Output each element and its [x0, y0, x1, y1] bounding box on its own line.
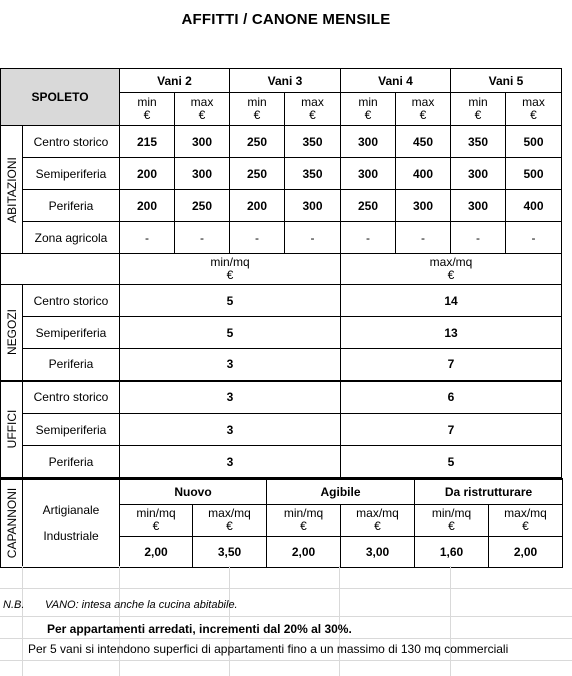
table-row: [1, 190, 562, 222]
vani-header: Vani 2: [120, 69, 230, 93]
vani5-note: Per 5 vani si intendono superfici di appartamenti fino a un massimo di 130 mq commerciali: [28, 642, 509, 656]
table-row: [1, 414, 562, 446]
vani-header: Vani 4: [341, 69, 451, 93]
value-cell: -: [451, 222, 506, 254]
zone-label: Semiperiferia: [23, 317, 120, 349]
value-cell: 450: [396, 126, 451, 158]
capannoni-type-label: Artigianale Industriale: [23, 479, 120, 567]
value-cell: 250: [230, 126, 285, 158]
arredati-note: Per appartamenti arredati, incrementi dal 20% al 30%.: [47, 622, 352, 636]
vani-header: Vani 5: [451, 69, 562, 93]
value-cell: 3: [120, 381, 341, 414]
table-row: [1, 446, 562, 478]
value-cell: -: [506, 222, 562, 254]
page-title: AFFITTI / CANONE MENSILE: [181, 11, 391, 28]
max-mq-header: max/mq €: [341, 504, 415, 536]
value-cell: 5: [120, 285, 341, 317]
min-mq-header: min/mq €: [120, 504, 193, 536]
table-row: [1, 317, 562, 349]
value-cell: 300: [175, 158, 230, 190]
value-cell: -: [175, 222, 230, 254]
grid-line: [0, 616, 572, 617]
table-row: [1, 126, 562, 158]
zone-label: Semiperiferia: [23, 414, 120, 446]
value-cell: 200: [120, 158, 175, 190]
zone-label: Centro storico: [23, 285, 120, 317]
value-cell: -: [285, 222, 341, 254]
value-cell: 3: [120, 414, 341, 446]
value-cell: 400: [396, 158, 451, 190]
table-row: [1, 381, 562, 414]
value-cell: 2,00: [120, 536, 193, 567]
max-mq-header: max/mq €: [193, 504, 267, 536]
min-header: min €: [230, 93, 285, 126]
max-mq-header: max/mq €: [489, 504, 563, 536]
table-row: [1, 349, 562, 381]
value-cell: 300: [285, 190, 341, 222]
abitazioni-section-label: ABITAZIONI: [1, 126, 23, 254]
value-cell: 3: [120, 349, 341, 381]
grid-line: [450, 566, 451, 676]
value-cell: 2,00: [267, 536, 341, 567]
value-cell: 200: [230, 190, 285, 222]
grid-line: [339, 566, 340, 676]
value-cell: 3,50: [193, 536, 267, 567]
value-cell: 300: [396, 190, 451, 222]
value-cell: -: [230, 222, 285, 254]
value-cell: 300: [451, 158, 506, 190]
max-header: max €: [396, 93, 451, 126]
nb-label: N.B.: [3, 599, 25, 611]
value-cell: 300: [175, 126, 230, 158]
grid-line: [229, 566, 230, 676]
value-cell: 7: [341, 414, 562, 446]
value-cell: 300: [341, 126, 396, 158]
zone-label: Periferia: [23, 349, 120, 381]
max-header: max €: [285, 93, 341, 126]
zone-label: Semiperiferia: [23, 158, 120, 190]
value-cell: -: [341, 222, 396, 254]
capannoni-section-label: CAPANNONI: [1, 479, 23, 567]
grid-line: [22, 566, 23, 676]
min-mq-header: min/mq €: [120, 254, 341, 285]
table-row: [1, 158, 562, 190]
grid-line: [0, 660, 572, 661]
min-mq-header: min/mq €: [415, 504, 489, 536]
value-cell: 200: [120, 190, 175, 222]
value-cell: 350: [285, 158, 341, 190]
value-cell: 14: [341, 285, 562, 317]
vano-note: VANO: intesa anche la cucina abitabile.: [45, 599, 238, 611]
table-row: [1, 285, 562, 317]
value-cell: 350: [285, 126, 341, 158]
city-header: SPOLETO: [1, 69, 120, 126]
value-cell: -: [120, 222, 175, 254]
value-cell: 13: [341, 317, 562, 349]
value-cell: 250: [175, 190, 230, 222]
uffici-section-label: UFFICI: [1, 381, 23, 478]
max-mq-header: max/mq €: [341, 254, 562, 285]
vani-header: Vani 3: [230, 69, 341, 93]
value-cell: 500: [506, 126, 562, 158]
capannoni-table: [0, 478, 563, 568]
blank-cell: [1, 254, 120, 285]
value-cell: 1,60: [415, 536, 489, 567]
value-cell: 400: [506, 190, 562, 222]
negozi-section-label: NEGOZI: [1, 285, 23, 381]
value-cell: 3,00: [341, 536, 415, 567]
rent-table: [0, 68, 562, 478]
grid-line: [119, 566, 120, 676]
ristrutturare-header: Da ristrutturare: [415, 479, 563, 504]
min-header: min €: [120, 93, 175, 126]
min-mq-header: min/mq €: [267, 504, 341, 536]
value-cell: 215: [120, 126, 175, 158]
value-cell: 350: [451, 126, 506, 158]
value-cell: 250: [341, 190, 396, 222]
value-cell: 5: [341, 446, 562, 478]
agibile-header: Agibile: [267, 479, 415, 504]
min-header: min €: [341, 93, 396, 126]
table-row: [1, 222, 562, 254]
max-header: max €: [175, 93, 230, 126]
grid-line: [0, 588, 572, 589]
value-cell: 300: [451, 190, 506, 222]
value-cell: 5: [120, 317, 341, 349]
zone-label: Periferia: [23, 446, 120, 478]
zone-label: Centro storico: [23, 126, 120, 158]
nuovo-header: Nuovo: [120, 479, 267, 504]
min-header: min €: [451, 93, 506, 126]
value-cell: 6: [341, 381, 562, 414]
zone-label: Centro storico: [23, 381, 120, 414]
value-cell: 300: [341, 158, 396, 190]
value-cell: 500: [506, 158, 562, 190]
value-cell: 3: [120, 446, 341, 478]
grid-line: [0, 638, 572, 639]
value-cell: 2,00: [489, 536, 563, 567]
value-cell: -: [396, 222, 451, 254]
value-cell: 250: [230, 158, 285, 190]
max-header: max €: [506, 93, 562, 126]
zone-label: Periferia: [23, 190, 120, 222]
zone-label: Zona agricola: [23, 222, 120, 254]
value-cell: 7: [341, 349, 562, 381]
